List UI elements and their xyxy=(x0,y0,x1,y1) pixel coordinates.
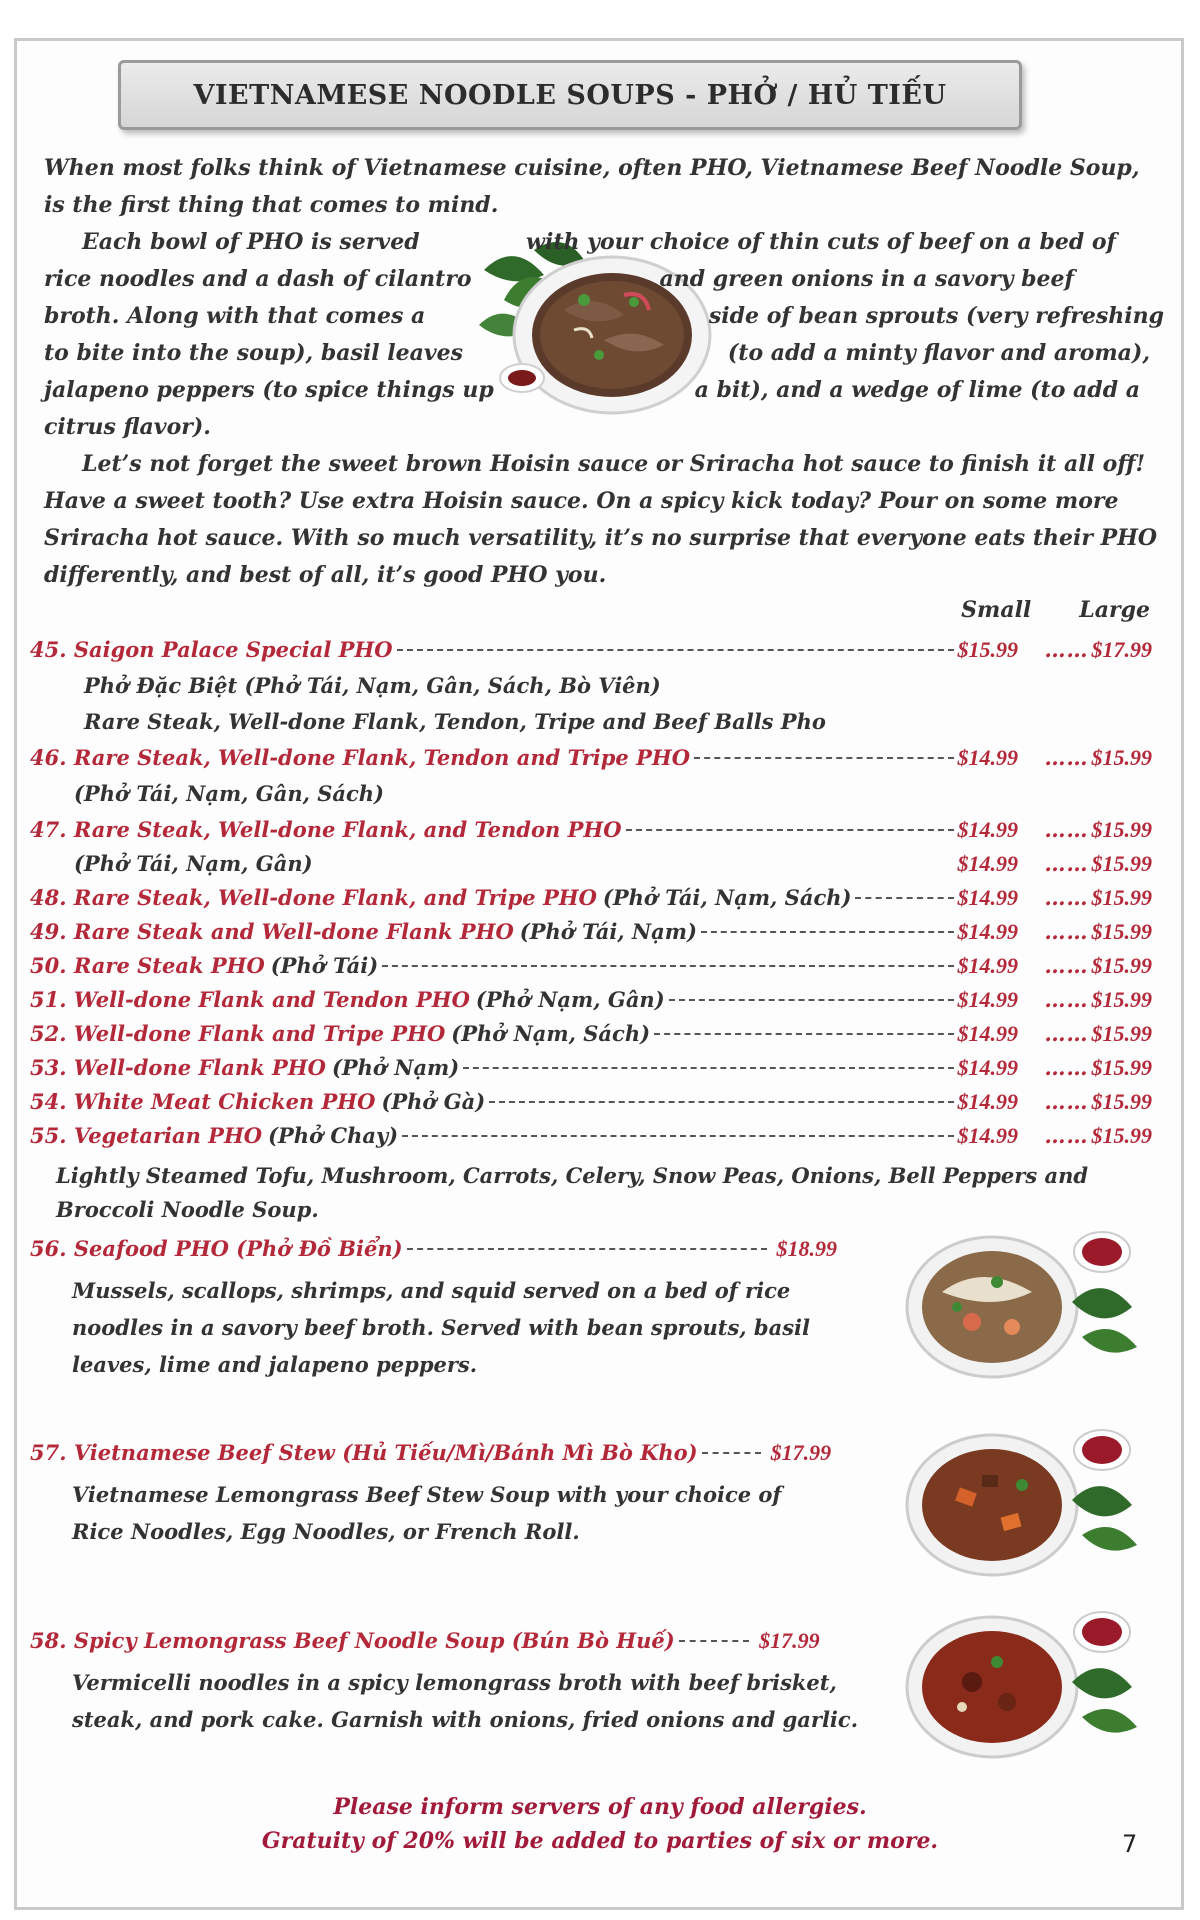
item-vietnamese-name: (Phở Nạm) xyxy=(331,1055,460,1080)
item-name: 45. Saigon Palace Special PHO xyxy=(30,637,393,662)
menu-item-48 xyxy=(30,885,1152,919)
item-price: $17.99 xyxy=(759,1628,820,1653)
menu-item-54 xyxy=(30,1089,1152,1123)
item-name: 47. Rare Steak, Well-done Flank, and Tendon PHO xyxy=(30,817,622,842)
price-large: $15.99 xyxy=(1091,851,1152,876)
menu-item-46 xyxy=(30,745,1152,781)
price-small: $15.99 xyxy=(957,637,1018,662)
price-separator: …… xyxy=(1044,1055,1089,1080)
item-description: Vietnamese Lemongrass Beef Stew Soup with your choice of Rice Noodles, Egg Noodles, or French Roll. xyxy=(72,1482,782,1544)
price-separator: …… xyxy=(1044,1021,1089,1046)
dot-leader xyxy=(382,965,953,967)
menu-item-58 xyxy=(30,1628,890,1738)
menu-item-55 xyxy=(30,1123,1152,1157)
menu-item-47-sub xyxy=(30,851,1152,885)
price-small: $14.99 xyxy=(957,919,1018,944)
price-small: $14.99 xyxy=(957,1021,1018,1046)
dot-leader xyxy=(701,931,954,933)
item-vietnamese-name: (Phở Tái, Nạm, Gân, Sách) xyxy=(74,781,384,806)
dot-leader xyxy=(407,1248,767,1250)
price-separator: …… xyxy=(1044,919,1089,944)
intro-line: to bite into the soup), basil leaves (to add a minty flavor and aroma), xyxy=(44,340,1150,366)
dot-leader xyxy=(463,1067,953,1069)
item-description: Mussels, scallops, shrimps, and squid served on a bed of rice noodles in a savory beef broth. Served with bean sprouts, basil leaves, lime and jalapeno peppers. xyxy=(72,1278,810,1377)
price-small: $14.99 xyxy=(957,851,1018,876)
item-name: 49. Rare Steak and Well-done Flank PHO xyxy=(30,919,514,944)
price-separator: …… xyxy=(1044,637,1089,662)
intro-line: Sriracha hot sauce. With so much versatility, it’s no surprise that everyone eats their PHO xyxy=(44,525,1158,551)
price-separator: …… xyxy=(1044,851,1089,876)
item-name: 52. Well-done Flank and Tripe PHO xyxy=(30,1021,446,1046)
item-vietnamese-name: Phở Đặc Biệt (Phở Tái, Nạm, Gân, Sách, Bò Viên) xyxy=(84,673,661,698)
price-large: $17.99 xyxy=(1091,637,1152,662)
intro-line: is the first thing that comes to mind. xyxy=(44,192,499,218)
item-name: 53. Well-done Flank PHO xyxy=(30,1055,326,1080)
intro-line: rice noodles and a dash of cilantro and green onions in a savory beef xyxy=(44,266,1074,292)
item-vietnamese-name: (Phở Gà) xyxy=(381,1089,486,1114)
price-large: $15.99 xyxy=(1091,919,1152,944)
dot-leader xyxy=(855,897,953,899)
column-small: Small xyxy=(961,597,1032,623)
dot-leader xyxy=(489,1101,953,1103)
price-large: $15.99 xyxy=(1091,745,1152,770)
price-large: $15.99 xyxy=(1091,885,1152,910)
price-large: $15.99 xyxy=(1091,1055,1152,1080)
price-separator: …… xyxy=(1044,953,1089,978)
item-vietnamese-name: (Phở Nạm, Sách) xyxy=(451,1021,651,1046)
item-name: 48. Rare Steak, Well-done Flank, and Tripe PHO xyxy=(30,885,597,910)
intro-line: broth. Along with that comes a side of bean sprouts (very refreshing xyxy=(44,303,1164,329)
item-name: 46. Rare Steak, Well-done Flank, Tendon and Tripe PHO xyxy=(30,745,691,770)
dot-leader xyxy=(694,757,953,759)
menu-item-47 xyxy=(30,817,1152,851)
page-number: 7 xyxy=(1122,1830,1138,1858)
menu-item-45 xyxy=(30,637,1152,673)
item-price: $18.99 xyxy=(776,1236,838,1261)
price-small: $14.99 xyxy=(957,1089,1018,1114)
dot-leader xyxy=(402,1135,953,1137)
price-small: $14.99 xyxy=(957,953,1018,978)
menu-item-53 xyxy=(30,1055,1152,1089)
price-small: $14.99 xyxy=(957,1055,1018,1080)
item-name: 58. Spicy Lemongrass Beef Noodle Soup (Bún Bò Huế) xyxy=(30,1628,675,1653)
item-description: Broccoli Noodle Soup. xyxy=(56,1197,319,1222)
price-separator: …… xyxy=(1044,987,1089,1012)
price-large: $15.99 xyxy=(1091,953,1152,978)
item-name: 55. Vegetarian PHO xyxy=(30,1123,263,1148)
item-description: Vermicelli noodles in a spicy lemongrass broth with beef brisket, steak, and pork cake. Garnish with onions, fried onions and garlic. xyxy=(72,1670,859,1732)
price-separator: …… xyxy=(1044,817,1089,842)
item-price: $17.99 xyxy=(770,1440,832,1465)
price-separator: …… xyxy=(1044,745,1089,770)
price-large: $15.99 xyxy=(1091,1021,1152,1046)
item-name: 56. Seafood PHO (Phở Đồ Biển) xyxy=(30,1236,403,1261)
price-small: $14.99 xyxy=(957,1123,1018,1148)
price-small: $14.99 xyxy=(957,987,1018,1012)
dot-leader xyxy=(654,1033,953,1035)
footer-notice xyxy=(0,1790,1200,1858)
price-column-headers xyxy=(961,597,1150,623)
section-title-box xyxy=(118,60,1022,130)
beef-stew-image xyxy=(902,1420,1142,1580)
menu-item-57 xyxy=(30,1440,890,1550)
intro-line: citrus flavor). xyxy=(44,414,211,440)
item-name: 50. Rare Steak PHO xyxy=(30,953,265,978)
intro-line: differently, and best of all, it’s good PHO you. xyxy=(44,562,607,588)
intro-line: Have a sweet tooth? Use extra Hoisin sauce. On a spicy kick today? Pour on some more xyxy=(44,488,1119,514)
dot-leader xyxy=(626,829,954,831)
item-name: 51. Well-done Flank and Tendon PHO xyxy=(30,987,470,1012)
item-vietnamese-name: (Phở Tái) xyxy=(270,953,379,978)
intro-line: When most folks think of Vietnamese cuisine, often PHO, Vietnamese Beef Noodle Soup, xyxy=(44,155,1140,181)
intro-line: Let’s not forget the sweet brown Hoisin sauce or Sriracha hot sauce to finish it all off! xyxy=(82,451,1146,477)
price-separator: …… xyxy=(1044,1123,1089,1148)
dot-leader xyxy=(702,1452,761,1454)
item-vietnamese-name: (Phở Tái, Nạm, Sách) xyxy=(602,885,852,910)
intro-text xyxy=(44,150,1164,594)
item-description: Lightly Steamed Tofu, Mushroom, Carrots, Celery, Snow Peas, Onions, Bell Peppers and xyxy=(56,1163,1089,1188)
intro-line: jalapeno peppers (to spice things up a bit), and a wedge of lime (to add a xyxy=(44,377,1140,403)
intro-line: Each bowl of PHO is served with your choice of thin cuts of beef on a bed of xyxy=(82,229,1116,255)
price-large: $15.99 xyxy=(1091,987,1152,1012)
menu-item-52 xyxy=(30,1021,1152,1055)
menu-item-49 xyxy=(30,919,1152,953)
item-vietnamese-name: (Phở Tái, Nạm, Gân) xyxy=(74,851,313,876)
price-small: $14.99 xyxy=(957,745,1018,770)
dot-leader xyxy=(679,1640,749,1642)
allergy-notice: Please inform servers of any food allergies. xyxy=(333,1794,867,1820)
menu-item-51 xyxy=(30,987,1152,1021)
seafood-pho-image xyxy=(902,1222,1142,1382)
price-large: $15.99 xyxy=(1091,1123,1152,1148)
dot-leader xyxy=(397,649,954,651)
price-large: $15.99 xyxy=(1091,1089,1152,1114)
price-separator: …… xyxy=(1044,1089,1089,1114)
item-name: 54. White Meat Chicken PHO xyxy=(30,1089,376,1114)
menu-item-56 xyxy=(30,1236,900,1383)
item-vietnamese-name: (Phở Chay) xyxy=(268,1123,399,1148)
item-name: 57. Vietnamese Beef Stew (Hủ Tiếu/Mì/Bánh Mì Bò Kho) xyxy=(30,1440,698,1465)
column-large: Large xyxy=(1079,597,1150,623)
bun-bo-hue-image xyxy=(902,1602,1142,1762)
pho-menu-list xyxy=(30,637,1152,1225)
price-separator: …… xyxy=(1044,885,1089,910)
menu-item-50 xyxy=(30,953,1152,987)
section-title: VIETNAMESE NOODLE SOUPS - PHỞ / HỦ TIẾU xyxy=(193,79,947,111)
item-vietnamese-name: (Phở Nạm, Gân) xyxy=(475,987,665,1012)
dot-leader xyxy=(669,999,954,1001)
price-small: $14.99 xyxy=(957,817,1018,842)
price-large: $15.99 xyxy=(1091,817,1152,842)
price-small: $14.99 xyxy=(957,885,1018,910)
gratuity-notice: Gratuity of 20% will be added to parties of six or more. xyxy=(261,1828,939,1854)
item-english-desc: Rare Steak, Well-done Flank, Tendon, Tripe and Beef Balls Pho xyxy=(84,709,826,734)
item-vietnamese-name: (Phở Tái, Nạm) xyxy=(519,919,697,944)
